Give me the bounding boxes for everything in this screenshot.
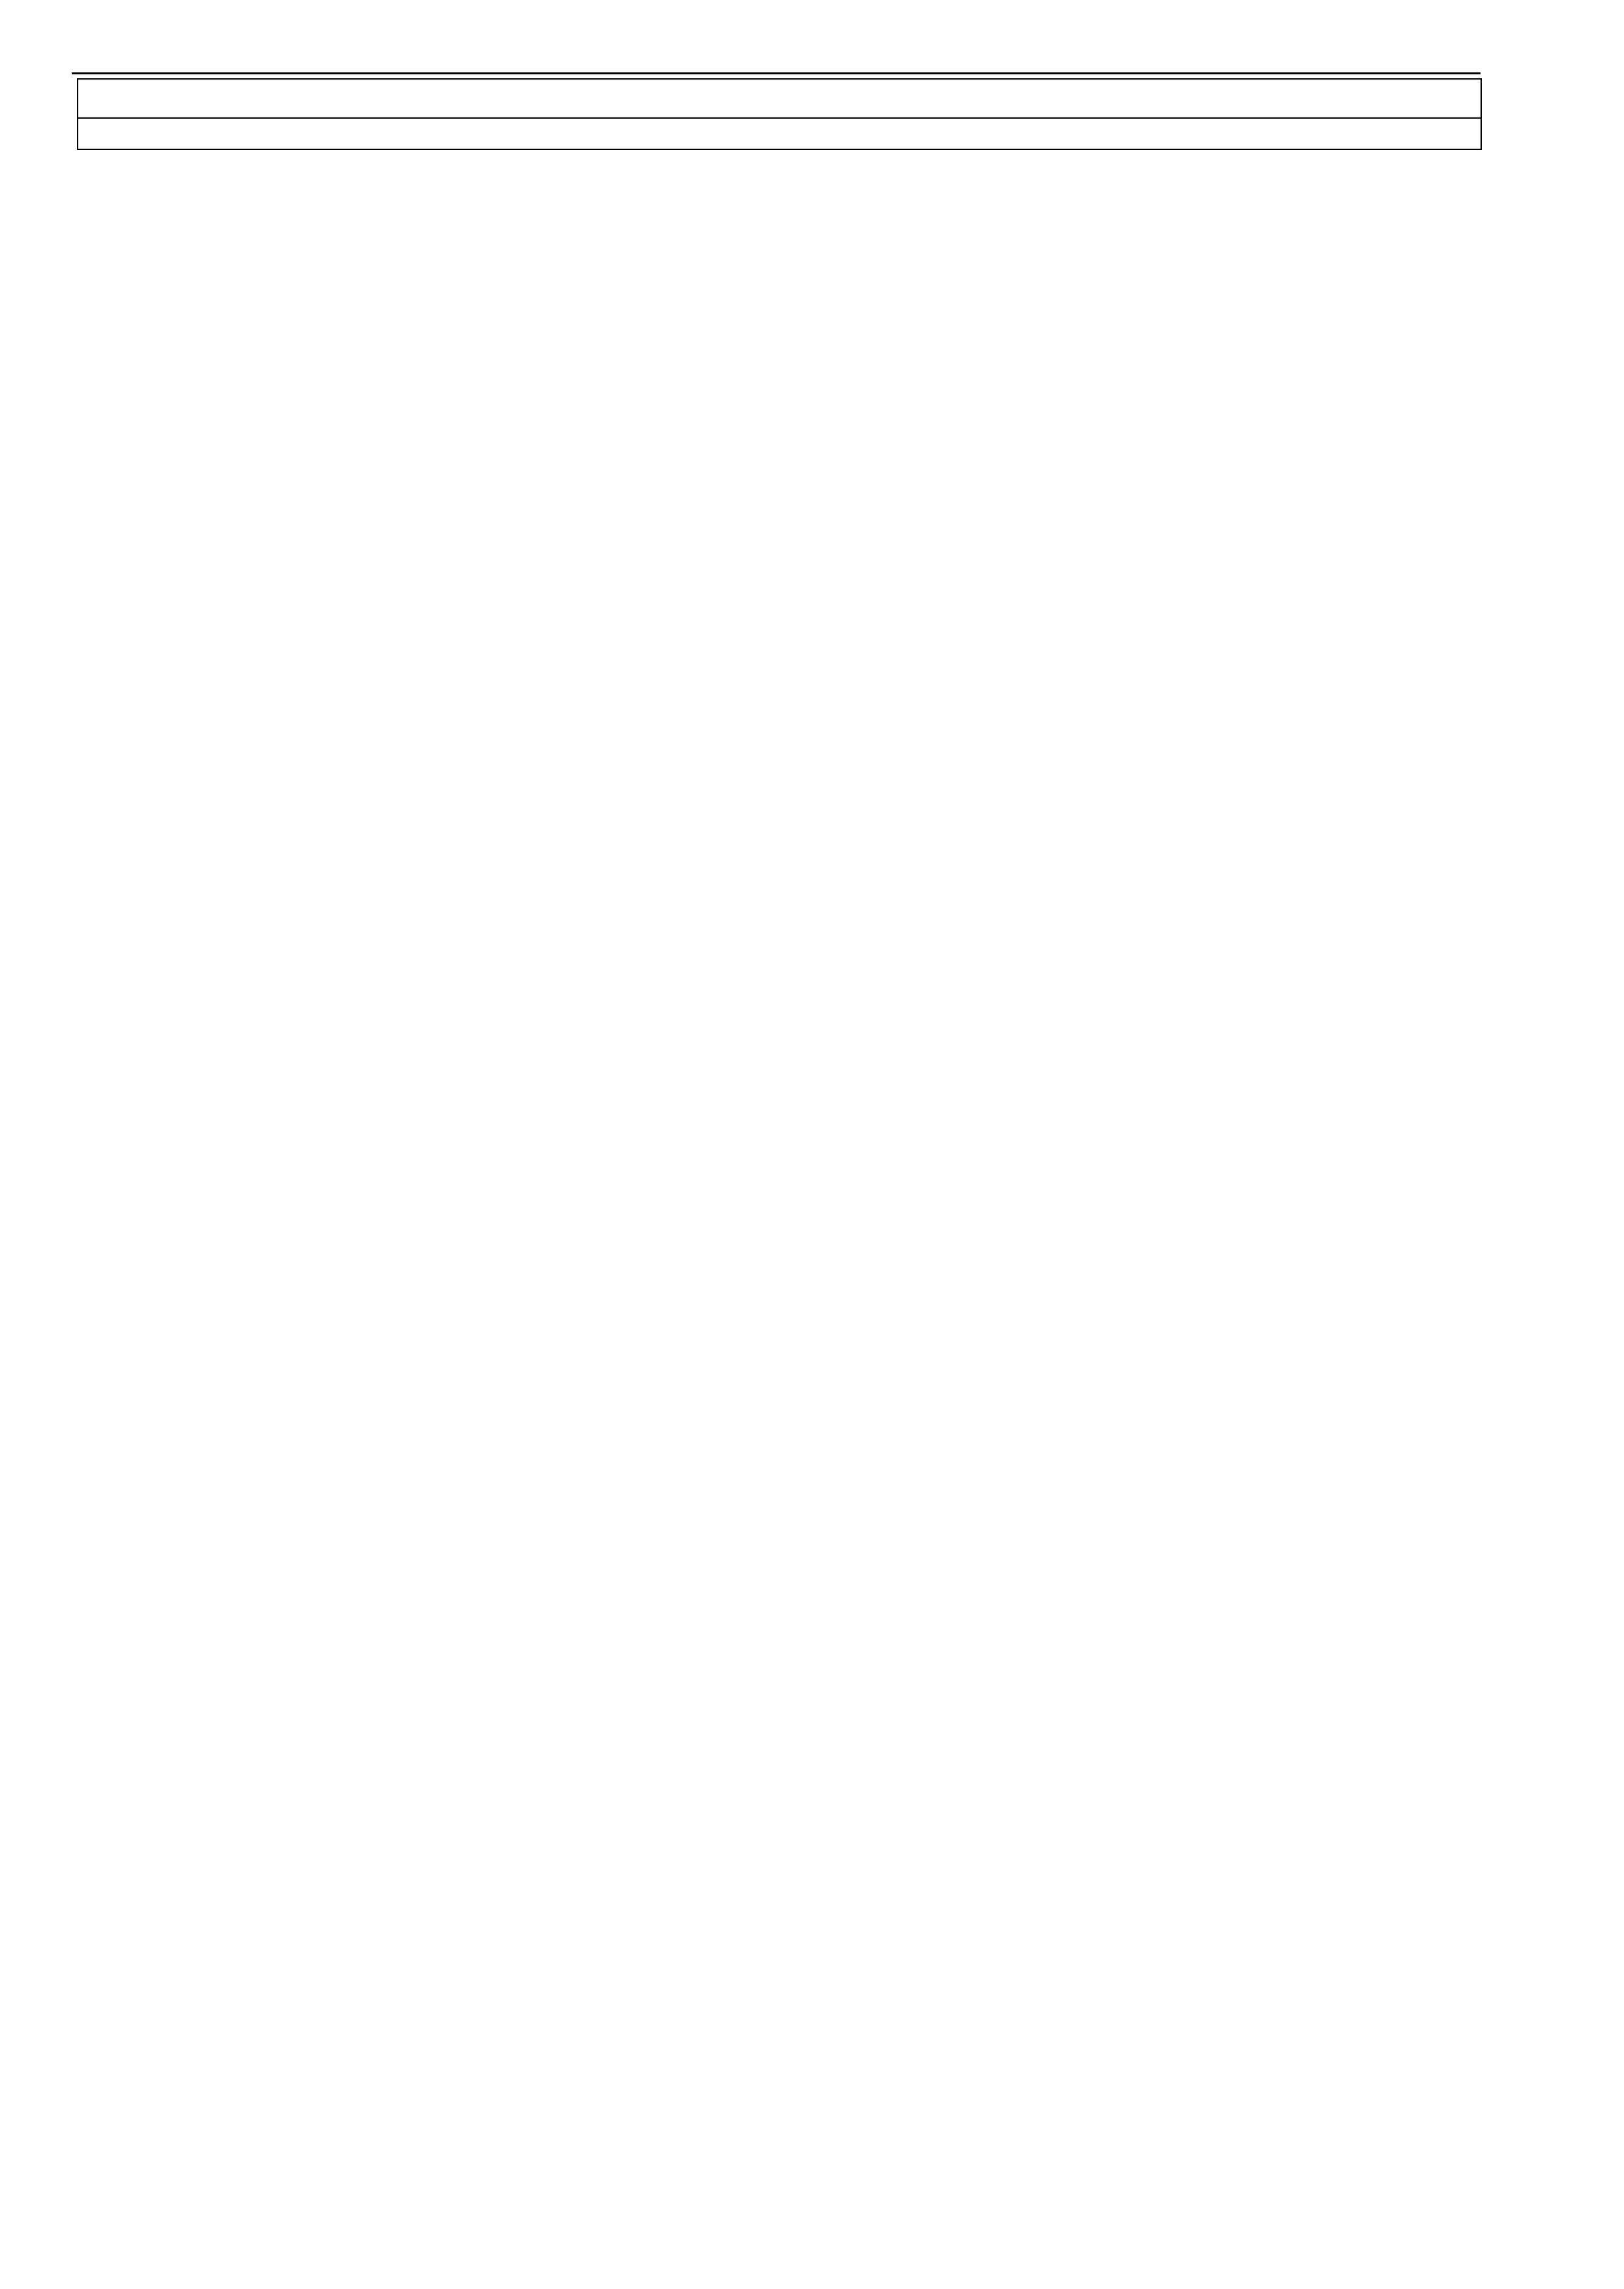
section-header <box>78 79 1481 149</box>
table-subheading <box>78 118 1481 149</box>
header-rule <box>72 72 1481 74</box>
measure-line <box>87 86 1471 115</box>
rates-table <box>77 78 1482 150</box>
table-title-cell <box>78 79 1481 118</box>
